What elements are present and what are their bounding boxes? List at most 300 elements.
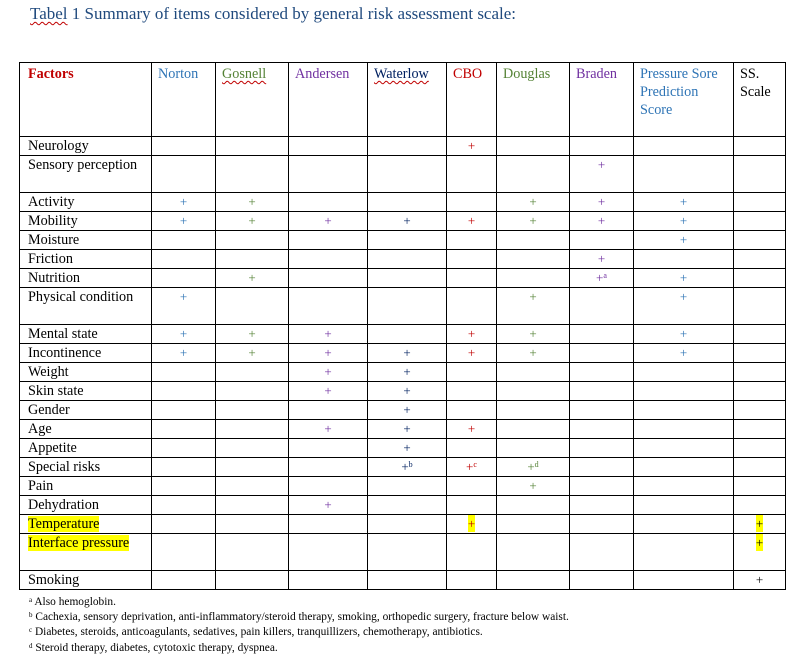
mark-cell-waterlow — [368, 156, 447, 193]
factor-cell — [20, 496, 152, 515]
plus-mark: + — [248, 326, 256, 341]
mark-cell-ss — [734, 250, 786, 269]
table-row — [20, 477, 786, 496]
mark-cell-cbo — [447, 458, 497, 477]
mark-cell-douglas — [497, 496, 570, 515]
table-row — [20, 363, 786, 382]
plus-mark: + — [529, 289, 537, 304]
factor-label: Weight — [28, 364, 69, 380]
mark-cell-norton — [152, 156, 216, 193]
mark-cell-psps — [634, 571, 734, 590]
plus-mark: + — [529, 345, 537, 360]
mark-cell-douglas — [497, 401, 570, 420]
mark-cell-braden — [570, 344, 634, 363]
factor-cell — [20, 401, 152, 420]
mark-cell-braden — [570, 269, 634, 288]
mark-cell-cbo — [447, 250, 497, 269]
plus-mark: + — [403, 383, 411, 398]
footnote-text: Cachexia, sensory deprivation, anti-inflammatory/steroid therapy, smoking, orthopedic surgery, fracture below waist. — [32, 611, 569, 624]
mark-cell-andersen — [289, 288, 368, 325]
factor-label: Appetite — [28, 440, 77, 456]
header-cbo: CBO — [447, 63, 497, 137]
footnote — [29, 641, 569, 656]
header-gosnell-label: Gosnell — [222, 66, 267, 82]
factor-label: Smoking — [28, 572, 80, 588]
mark-cell-ss — [734, 288, 786, 325]
footnote-ref: d — [534, 460, 539, 469]
mark-cell-cbo — [447, 420, 497, 439]
factor-label: Dehydration — [28, 497, 99, 513]
mark-cell-cbo — [447, 193, 497, 212]
mark-cell-douglas — [497, 325, 570, 344]
mark-cell-waterlow — [368, 288, 447, 325]
mark-cell-douglas — [497, 344, 570, 363]
table-row — [20, 571, 786, 590]
header-factors: Factors — [20, 63, 152, 137]
mark-cell-norton — [152, 534, 216, 571]
mark-cell-psps — [634, 137, 734, 156]
mark-cell-cbo — [447, 156, 497, 193]
mark-cell-norton — [152, 496, 216, 515]
mark-cell-waterlow — [368, 401, 447, 420]
header-waterlow — [368, 63, 447, 137]
footnote-text: Steroid therapy, diabetes, cytotoxic therapy, dyspnea. — [32, 641, 278, 654]
mark-cell-braden — [570, 401, 634, 420]
mark-cell-psps — [634, 156, 734, 193]
mark-cell-ss — [734, 231, 786, 250]
header-waterlow-label: Waterlow — [374, 66, 429, 82]
table-row — [20, 534, 786, 571]
mark-cell-douglas — [497, 534, 570, 571]
mark-cell-andersen — [289, 363, 368, 382]
caption-text: 1 Summary of items considered by general risk assessment scale: — [67, 4, 517, 23]
mark-cell-cbo — [447, 363, 497, 382]
table-row — [20, 231, 786, 250]
mark-cell-andersen — [289, 401, 368, 420]
mark-cell-douglas — [497, 156, 570, 193]
mark-cell-psps — [634, 534, 734, 571]
mark-cell-douglas — [497, 250, 570, 269]
mark-cell-norton — [152, 477, 216, 496]
plus-mark: + — [324, 421, 332, 436]
mark-cell-douglas — [497, 288, 570, 325]
plus-mark: + — [529, 478, 537, 493]
mark-cell-ss — [734, 477, 786, 496]
mark-cell-andersen — [289, 477, 368, 496]
factor-cell — [20, 269, 152, 288]
plus-mark: + — [755, 535, 764, 550]
mark-cell-psps — [634, 401, 734, 420]
mark-cell-norton — [152, 250, 216, 269]
factor-cell — [20, 458, 152, 477]
factor-label: Mental state — [28, 326, 98, 342]
mark-cell-gosnell — [216, 250, 289, 269]
plus-mark: + — [529, 213, 537, 228]
mark-cell-norton — [152, 439, 216, 458]
table-row — [20, 496, 786, 515]
mark-cell-braden — [570, 363, 634, 382]
mark-cell-gosnell — [216, 401, 289, 420]
plus-mark: + — [248, 345, 256, 360]
mark-cell-ss — [734, 534, 786, 571]
table-row — [20, 401, 786, 420]
plus-mark: + — [467, 326, 476, 341]
mark-cell-braden — [570, 231, 634, 250]
mark-cell-ss — [734, 325, 786, 344]
factor-cell — [20, 325, 152, 344]
mark-cell-braden — [570, 571, 634, 590]
factor-label: Incontinence — [28, 345, 102, 361]
plus-mark: + — [679, 345, 688, 360]
plus-mark: + — [179, 213, 188, 228]
caption-label: Tabel — [30, 4, 68, 23]
mark-cell-norton — [152, 458, 216, 477]
plus-mark: + — [596, 270, 604, 285]
mark-cell-gosnell — [216, 231, 289, 250]
mark-cell-gosnell — [216, 137, 289, 156]
mark-cell-waterlow — [368, 250, 447, 269]
mark-cell-norton — [152, 515, 216, 534]
mark-cell-norton — [152, 137, 216, 156]
plus-mark: + — [403, 364, 411, 379]
mark-cell-norton — [152, 363, 216, 382]
plus-mark: + — [467, 516, 476, 531]
mark-cell-braden — [570, 382, 634, 401]
plus-mark: + — [403, 402, 411, 417]
header-gosnell — [216, 63, 289, 137]
mark-cell-ss — [734, 571, 786, 590]
mark-cell-gosnell — [216, 571, 289, 590]
plus-mark: + — [401, 459, 409, 474]
mark-cell-gosnell — [216, 382, 289, 401]
factor-cell — [20, 250, 152, 269]
mark-cell-norton — [152, 269, 216, 288]
plus-mark: + — [679, 213, 688, 228]
mark-cell-cbo — [447, 382, 497, 401]
factor-cell — [20, 477, 152, 496]
mark-cell-douglas — [497, 458, 570, 477]
plus-mark: + — [755, 516, 764, 531]
mark-cell-norton — [152, 325, 216, 344]
mark-cell-norton — [152, 193, 216, 212]
table-caption — [30, 4, 516, 24]
table-row — [20, 288, 786, 325]
mark-cell-ss — [734, 496, 786, 515]
mark-cell-douglas — [497, 382, 570, 401]
mark-cell-braden — [570, 477, 634, 496]
header-pressure-sore-prediction-score: Pressure Sore Prediction Score — [634, 63, 734, 137]
plus-mark: + — [467, 421, 476, 436]
mark-cell-gosnell — [216, 534, 289, 571]
mark-cell-cbo — [447, 439, 497, 458]
plus-mark: + — [467, 213, 476, 228]
mark-cell-norton — [152, 571, 216, 590]
mark-cell-norton — [152, 231, 216, 250]
mark-cell-douglas — [497, 269, 570, 288]
factor-cell — [20, 571, 152, 590]
factor-label: Interface pressure — [28, 535, 130, 551]
mark-cell-andersen — [289, 496, 368, 515]
plus-mark: + — [755, 572, 764, 587]
plus-mark: + — [403, 421, 411, 436]
factor-label: Temperature — [28, 516, 100, 532]
factor-cell — [20, 231, 152, 250]
mark-cell-gosnell — [216, 458, 289, 477]
factor-label: Activity — [28, 194, 75, 210]
table-row — [20, 156, 786, 193]
mark-cell-andersen — [289, 193, 368, 212]
mark-cell-waterlow — [368, 344, 447, 363]
factor-label: Gender — [28, 402, 70, 418]
mark-cell-gosnell — [216, 420, 289, 439]
mark-cell-andersen — [289, 325, 368, 344]
mark-cell-andersen — [289, 156, 368, 193]
mark-cell-braden — [570, 439, 634, 458]
table-row — [20, 212, 786, 231]
mark-cell-cbo — [447, 269, 497, 288]
factor-cell — [20, 420, 152, 439]
plus-mark: + — [324, 213, 332, 228]
factor-label: Neurology — [28, 138, 89, 154]
mark-cell-norton — [152, 344, 216, 363]
mark-cell-norton — [152, 382, 216, 401]
mark-cell-psps — [634, 515, 734, 534]
mark-cell-ss — [734, 363, 786, 382]
plus-mark: + — [324, 383, 332, 398]
factor-cell — [20, 212, 152, 231]
plus-mark: + — [324, 364, 332, 379]
mark-cell-braden — [570, 156, 634, 193]
header-douglas: Douglas — [497, 63, 570, 137]
factor-cell — [20, 439, 152, 458]
table-row — [20, 137, 786, 156]
mark-cell-norton — [152, 420, 216, 439]
mark-cell-ss — [734, 420, 786, 439]
mark-cell-ss — [734, 458, 786, 477]
mark-cell-waterlow — [368, 325, 447, 344]
mark-cell-andersen — [289, 344, 368, 363]
table-row — [20, 515, 786, 534]
mark-cell-ss — [734, 156, 786, 193]
footnotes — [29, 595, 569, 656]
footnote-ref: a — [603, 271, 607, 280]
mark-cell-psps — [634, 269, 734, 288]
plus-mark: + — [466, 459, 474, 474]
mark-cell-waterlow — [368, 420, 447, 439]
mark-cell-gosnell — [216, 363, 289, 382]
mark-cell-andersen — [289, 571, 368, 590]
mark-cell-braden — [570, 325, 634, 344]
mark-cell-psps — [634, 250, 734, 269]
mark-cell-waterlow — [368, 231, 447, 250]
footnote-ref: b — [408, 460, 413, 469]
table-row — [20, 325, 786, 344]
mark-cell-andersen — [289, 420, 368, 439]
mark-cell-ss — [734, 137, 786, 156]
header-norton: Norton — [152, 63, 216, 137]
factor-label: Friction — [28, 251, 73, 267]
plus-mark: + — [597, 213, 606, 228]
mark-cell-waterlow — [368, 137, 447, 156]
mark-cell-braden — [570, 193, 634, 212]
mark-cell-ss — [734, 439, 786, 458]
mark-cell-gosnell — [216, 269, 289, 288]
mark-cell-gosnell — [216, 288, 289, 325]
plus-mark: + — [324, 497, 332, 512]
factor-label: Nutrition — [28, 270, 81, 286]
factor-cell — [20, 515, 152, 534]
mark-cell-cbo — [447, 137, 497, 156]
mark-cell-ss — [734, 515, 786, 534]
factor-cell — [20, 137, 152, 156]
mark-cell-andersen — [289, 250, 368, 269]
header-andersen: Andersen — [289, 63, 368, 137]
plus-mark: + — [679, 289, 688, 304]
mark-cell-waterlow — [368, 477, 447, 496]
table-row — [20, 250, 786, 269]
plus-mark: + — [248, 213, 256, 228]
mark-cell-ss — [734, 382, 786, 401]
mark-cell-waterlow — [368, 382, 447, 401]
footnote-mark: c — [29, 626, 33, 635]
mark-cell-cbo — [447, 325, 497, 344]
factor-cell — [20, 156, 152, 193]
factor-label: Physical condition — [28, 289, 134, 305]
mark-cell-andersen — [289, 458, 368, 477]
mark-cell-waterlow — [368, 439, 447, 458]
plus-mark: + — [679, 270, 688, 285]
plus-mark: + — [527, 459, 535, 474]
mark-cell-waterlow — [368, 269, 447, 288]
mark-cell-psps — [634, 439, 734, 458]
mark-cell-douglas — [497, 477, 570, 496]
plus-mark: + — [324, 326, 332, 341]
mark-cell-andersen — [289, 231, 368, 250]
mark-cell-douglas — [497, 193, 570, 212]
mark-cell-douglas — [497, 515, 570, 534]
mark-cell-psps — [634, 288, 734, 325]
mark-cell-andersen — [289, 515, 368, 534]
mark-cell-cbo — [447, 571, 497, 590]
footnote — [29, 595, 569, 610]
mark-cell-gosnell — [216, 496, 289, 515]
plus-mark: + — [179, 326, 188, 341]
mark-cell-cbo — [447, 401, 497, 420]
table-body — [20, 137, 786, 590]
header-row — [20, 63, 786, 137]
mark-cell-braden — [570, 534, 634, 571]
table-row — [20, 269, 786, 288]
footnote — [29, 625, 569, 640]
plus-mark: + — [679, 232, 688, 247]
mark-cell-psps — [634, 477, 734, 496]
header-braden: Braden — [570, 63, 634, 137]
plus-mark: + — [324, 345, 332, 360]
mark-cell-psps — [634, 193, 734, 212]
mark-cell-psps — [634, 212, 734, 231]
plus-mark: + — [679, 326, 688, 341]
mark-cell-douglas — [497, 363, 570, 382]
mark-cell-gosnell — [216, 477, 289, 496]
mark-cell-braden — [570, 515, 634, 534]
plus-mark: + — [529, 326, 537, 341]
mark-cell-douglas — [497, 212, 570, 231]
mark-cell-cbo — [447, 515, 497, 534]
plus-mark: + — [467, 138, 476, 153]
mark-cell-braden — [570, 288, 634, 325]
mark-cell-douglas — [497, 571, 570, 590]
factor-cell — [20, 382, 152, 401]
table-row — [20, 458, 786, 477]
mark-cell-gosnell — [216, 515, 289, 534]
plus-mark: + — [403, 345, 411, 360]
mark-cell-psps — [634, 363, 734, 382]
mark-cell-braden — [570, 496, 634, 515]
mark-cell-braden — [570, 458, 634, 477]
factor-cell — [20, 344, 152, 363]
mark-cell-psps — [634, 382, 734, 401]
mark-cell-ss — [734, 193, 786, 212]
mark-cell-norton — [152, 288, 216, 325]
factor-label: Special risks — [28, 459, 101, 475]
mark-cell-gosnell — [216, 344, 289, 363]
mark-cell-andersen — [289, 534, 368, 571]
mark-cell-andersen — [289, 212, 368, 231]
mark-cell-gosnell — [216, 212, 289, 231]
plus-mark: + — [597, 157, 606, 172]
footnote-mark: d — [29, 641, 33, 650]
mark-cell-gosnell — [216, 156, 289, 193]
factor-label: Skin state — [28, 383, 84, 399]
table-row — [20, 193, 786, 212]
mark-cell-cbo — [447, 534, 497, 571]
mark-cell-ss — [734, 212, 786, 231]
plus-mark: + — [179, 194, 188, 209]
mark-cell-waterlow — [368, 534, 447, 571]
table-row — [20, 439, 786, 458]
footnote-mark: b — [29, 611, 33, 620]
mark-cell-waterlow — [368, 571, 447, 590]
table-row — [20, 420, 786, 439]
mark-cell-andersen — [289, 382, 368, 401]
mark-cell-gosnell — [216, 193, 289, 212]
mark-cell-psps — [634, 231, 734, 250]
mark-cell-braden — [570, 137, 634, 156]
factor-cell — [20, 193, 152, 212]
factor-label: Pain — [28, 478, 54, 494]
factor-cell — [20, 363, 152, 382]
mark-cell-cbo — [447, 344, 497, 363]
mark-cell-douglas — [497, 137, 570, 156]
plus-mark: + — [248, 194, 256, 209]
mark-cell-norton — [152, 401, 216, 420]
footnote-text: Also hemoglobin. — [32, 596, 116, 608]
footnote-mark: a — [29, 596, 33, 604]
mark-cell-psps — [634, 420, 734, 439]
mark-cell-ss — [734, 269, 786, 288]
plus-mark: + — [403, 440, 411, 455]
mark-cell-braden — [570, 212, 634, 231]
mark-cell-psps — [634, 458, 734, 477]
risk-assessment-table — [19, 62, 786, 590]
mark-cell-waterlow — [368, 193, 447, 212]
factor-label: Moisture — [28, 232, 80, 248]
mark-cell-gosnell — [216, 325, 289, 344]
plus-mark: + — [679, 194, 688, 209]
plus-mark: + — [597, 194, 606, 209]
mark-cell-douglas — [497, 420, 570, 439]
mark-cell-waterlow — [368, 496, 447, 515]
